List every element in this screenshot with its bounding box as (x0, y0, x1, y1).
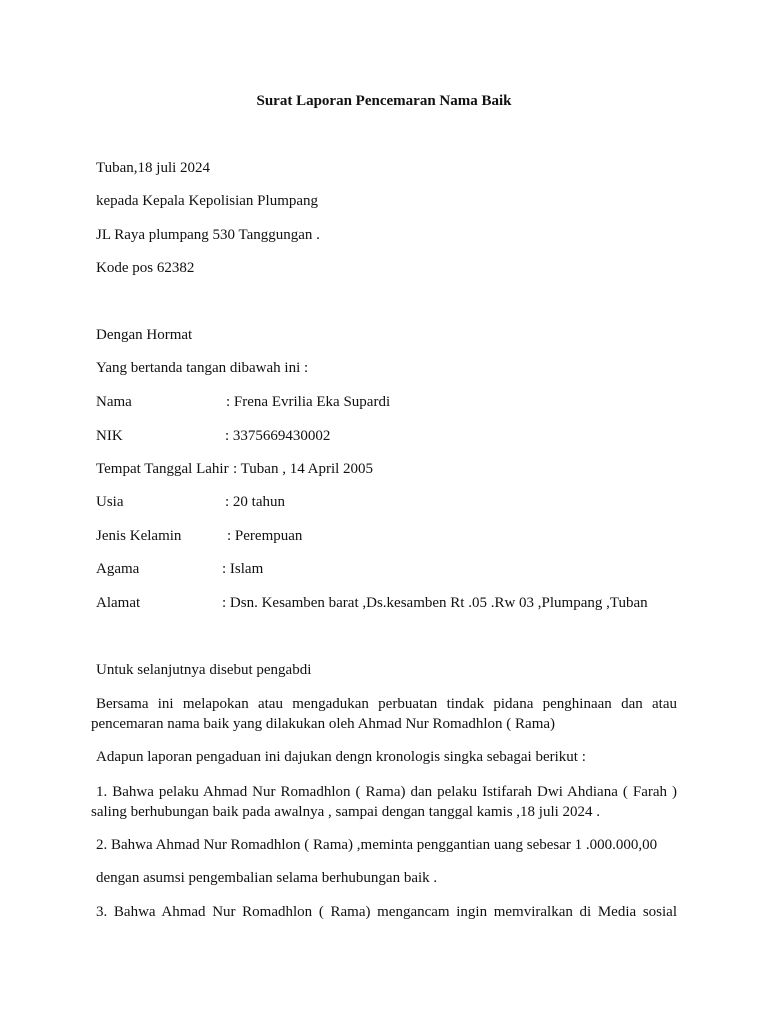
intro-line: Yang bertanda tangan dibawah ini : (96, 360, 309, 376)
greeting: Dengan Hormat (96, 327, 193, 343)
identity-value-nik: : 3375669430002 (225, 428, 331, 444)
identity-label-ttl: Tempat Tanggal Lahir (96, 461, 229, 477)
chronology-item-1: 1. Bahwa pelaku Ahmad Nur Romadhlon ( Rama) dan pelaku Istifarah Dwi Ahdiana ( Farah ) saling berhubungan baik pada awalnya , sampai dengan tanggal kamis ,18 juli 2024 . (91, 784, 677, 820)
paragraph-chronology-intro: Adapun laporan pengaduan ini dajukan dengn kronologis singka sebagai berikut : (96, 749, 586, 765)
identity-value-ttl: : Tuban , 14 April 2005 (233, 461, 374, 477)
identity-label-gender: Jenis Kelamin (96, 528, 182, 544)
identity-value-alamat: : Dsn. Kesamben barat ,Ds.kesamben Rt .05 .Rw 03 ,Plumpang ,Tuban (222, 595, 648, 611)
identity-value-gender: : Perempuan (227, 528, 303, 544)
document-title: Surat Laporan Pencemaran Nama Baik (256, 93, 512, 109)
paragraph-pengabdi: Untuk selanjutnya disebut pengabdi (96, 662, 312, 678)
identity-value-usia: : 20 tahun (225, 494, 285, 510)
paragraph-report: Bersama ini melapokan atau mengadukan perbuatan tindak pidana penghinaan dan atau pencemaran nama baik yang dilakukan oleh Ahmad Nur Romadhlon ( Rama) (91, 696, 677, 732)
postal-code: Kode pos 62382 (96, 260, 195, 276)
chronology-item-3: 3. Bahwa Ahmad Nur Romadhlon ( Rama) mengancam ingin memviralkan di Media sosial (96, 904, 677, 920)
chronology-item-2-continued: dengan asumsi pengembalian selama berhubungan baik . (96, 870, 438, 886)
identity-label-usia: Usia (96, 494, 124, 510)
identity-label-alamat: Alamat (96, 595, 141, 611)
identity-value-nama: : Frena Evrilia Eka Supardi (226, 394, 391, 410)
identity-label-agama: Agama (96, 561, 140, 577)
recipient-address: JL Raya plumpang 530 Tanggungan . (96, 227, 320, 243)
place-date: Tuban,18 juli 2024 (96, 160, 211, 176)
identity-label-nama: Nama (96, 394, 132, 410)
chronology-item-2: 2. Bahwa Ahmad Nur Romadhlon ( Rama) ,meminta penggantian uang sebesar 1 .000.000,00 (96, 837, 658, 853)
recipient: kepada Kepala Kepolisian Plumpang (96, 193, 319, 209)
identity-value-agama: : Islam (222, 561, 264, 577)
identity-label-nik: NIK (96, 428, 123, 444)
